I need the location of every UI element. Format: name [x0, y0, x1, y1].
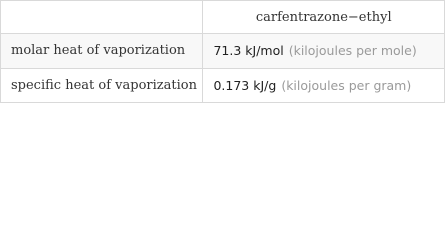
- compound-name-header: carfentrazone−ethyl: [203, 1, 445, 34]
- row-value-cell: [203, 34, 445, 68]
- header-corner-cell: [1, 1, 203, 34]
- molar-heat-value: 71.3 kJ/mol: [213, 43, 284, 59]
- specific-heat-value: 0.173 kJ/g: [213, 77, 277, 93]
- table-header-row: [1, 1, 445, 34]
- specific-heat-unit-note: (kilojoules per gram): [281, 77, 412, 93]
- row-value-cell: [203, 68, 445, 102]
- row-label-specific-heat: specific heat of vaporization: [1, 68, 203, 102]
- properties-table: [0, 0, 445, 103]
- table-row: [1, 34, 445, 68]
- row-label-molar-heat: molar heat of vaporization: [1, 34, 203, 68]
- table-row: [1, 68, 445, 102]
- molar-heat-unit-note: (kilojoules per mole): [288, 43, 417, 59]
